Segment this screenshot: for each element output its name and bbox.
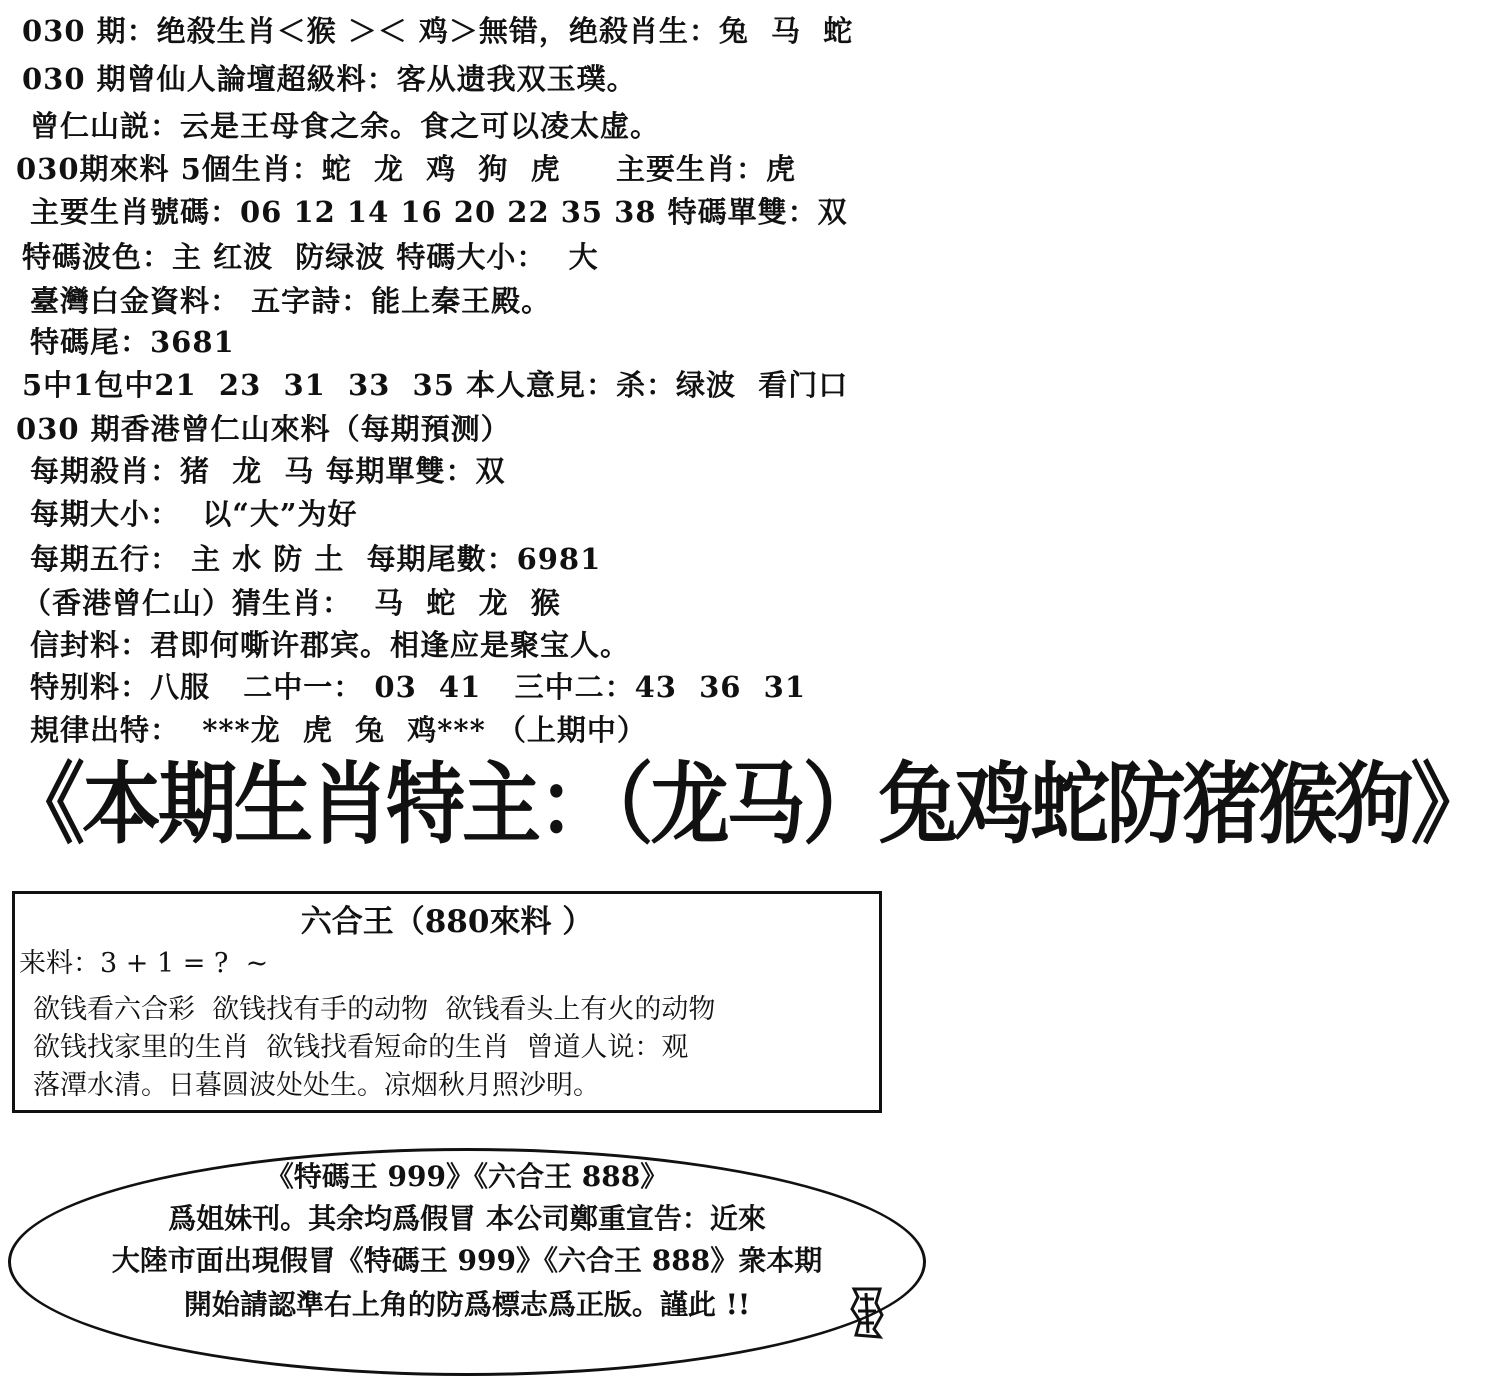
- line-wave-color: 特碼波色：主 红波 防绿波 特碼大小： 大: [22, 240, 599, 274]
- notice-line-3: 大陸市面出現假冒《特碼王 999》《六合王 888》衆本期: [111, 1244, 823, 1277]
- line-size: 每期大小： 以“大”为好: [30, 497, 358, 531]
- main-banner: 《本期生肖特主：（龙马）兔鸡蛇防猪猴狗》: [6, 753, 1487, 857]
- line-quote: 曾仁山説：云是王母食之余。食之可以凌太虚。: [30, 109, 661, 143]
- box-line-2: 欲钱找家里的生肖 欲钱找看短命的生肖 曾道人说：观: [33, 1032, 689, 1063]
- line-guess-zodiac: （香港曾仁山）猜生肖： 马 蛇 龙 猴: [22, 586, 561, 620]
- line-tail-number: 特碼尾：3681: [30, 325, 235, 359]
- line-taiwan-material: 臺灣白金資料： 五字詩：能上秦王殿。: [30, 284, 552, 318]
- box-line-1: 欲钱看六合彩 欲钱找有手的动物 欲钱看头上有火的动物: [33, 994, 716, 1025]
- line-kill-zodiac: 每期殺肖：猪 龙 马 每期單雙：双: [30, 454, 506, 488]
- notice-oval: [8, 1148, 926, 1376]
- line-main-numbers: 主要生肖號碼：06 12 14 16 20 22 35 38 特碼單雙：双: [30, 195, 848, 229]
- anti-counterfeit-seal-icon: [846, 1283, 888, 1341]
- line-forum-material: 030 期曾仙人論壇超級料：客从遗我双玉璞。: [22, 62, 637, 96]
- notice-line-1: 《特碼王 999》《六合王 888》: [265, 1160, 669, 1193]
- line-five-in-one: 5中1包中21 23 31 33 35 本人意見：杀：绿波 看门口: [22, 368, 849, 402]
- notice-line-4: 開始請認準右上角的防爲標志爲正版。謹此 !!: [183, 1288, 751, 1321]
- line-five-elements: 每期五行： 主 水 防 土 每期尾數：6981: [30, 542, 602, 576]
- line-pattern: 規律出特： ***龙 虎 兔 鸡*** （上期中）: [30, 713, 647, 747]
- line-special-material: 特别料：八服 二中一： 03 41 三中二：43 36 31: [30, 670, 807, 704]
- line-envelope-material: 信封料：君即何嘶许郡宾。相逢应是聚宝人。: [30, 628, 631, 662]
- liuhewang-box: [12, 891, 882, 1113]
- box-riddle: 来料：3 + 1 = ? ~: [19, 948, 269, 979]
- box-line-3: 落潭水清。日暮圆波处处生。凉烟秋月照沙明。: [33, 1070, 600, 1101]
- box-title: 六合王（880來料 ）: [300, 904, 594, 940]
- line-hongkong-material: 030 期香港曾仁山來料（每期預测）: [16, 412, 511, 446]
- line-issue-kill-zodiac: 030 期：绝殺生肖＜猴 ＞＜ 鸡＞無错，绝殺肖生：兔 马 蛇: [22, 14, 854, 48]
- line-five-zodiacs: 030期來料 5個生肖：蛇 龙 鸡 狗 虎 主要生肖：虎: [16, 152, 797, 186]
- notice-line-2: 爲姐妹刊。其余均爲假冒 本公司鄭重宣告：近來: [168, 1202, 766, 1235]
